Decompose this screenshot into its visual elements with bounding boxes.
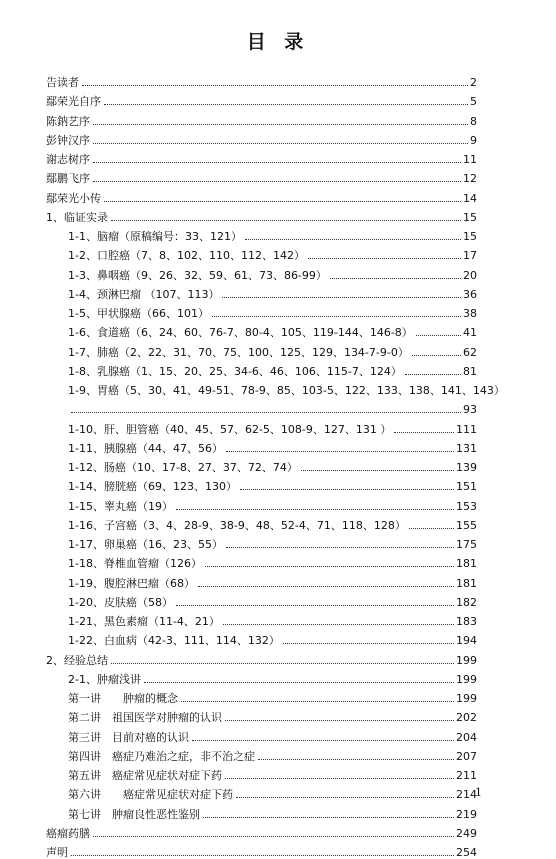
toc-entry[interactable] xyxy=(68,532,477,551)
toc-entry[interactable] xyxy=(68,340,477,359)
toc-entry-title: 1-22、白血病（42-3、111、114、132） xyxy=(68,634,280,648)
dot-leader xyxy=(236,797,454,798)
toc-entry[interactable] xyxy=(46,89,477,108)
toc-entry[interactable] xyxy=(68,263,477,282)
toc-entry[interactable] xyxy=(68,782,477,801)
toc-entry-page: 254 xyxy=(456,846,477,859)
toc-entry-page: 11 xyxy=(463,153,477,166)
toc-entry-page: 38 xyxy=(463,307,477,320)
toc-entry[interactable] xyxy=(68,243,477,262)
toc-entry-page: 41 xyxy=(463,326,477,340)
toc-entry[interactable] xyxy=(68,744,477,763)
toc-entry[interactable] xyxy=(68,282,477,301)
toc-entry[interactable] xyxy=(68,802,477,821)
dot-leader xyxy=(198,586,454,587)
toc-entry[interactable] xyxy=(68,725,477,744)
toc-entry[interactable] xyxy=(46,109,477,128)
dot-leader xyxy=(93,836,454,837)
dot-leader xyxy=(93,181,461,182)
toc-entry[interactable] xyxy=(68,590,477,609)
toc-entry-title: 1-8、乳腺癌（1、15、20、25、34-6、46、106、115-7、124） xyxy=(68,364,402,378)
toc-entry[interactable] xyxy=(68,417,477,436)
toc-entry-title: 1-17、卵巢癌（16、23、55） xyxy=(68,538,223,551)
dot-leader xyxy=(283,643,454,644)
dot-leader xyxy=(144,682,454,683)
toc-entry-title: 1-10、肝、胆管癌（40、45、57、62-5、108-9、127、131 ） xyxy=(68,422,392,436)
toc-entry-title: 1-16、子宫癌（3、4、28-9、38-9、48、52-4、71、118、128） xyxy=(68,518,406,532)
toc-entry-title: 1-15、睾丸癌（19） xyxy=(68,499,173,513)
dot-leader xyxy=(93,162,461,163)
toc-entry-title: 1-3、鼻咽癌（9、26、32、59、61、73、86-99） xyxy=(68,268,327,282)
dot-leader xyxy=(240,489,454,490)
toc-entry-page: 182 xyxy=(456,595,477,609)
dot-leader xyxy=(330,278,461,279)
dot-leader xyxy=(416,335,461,336)
toc-entry[interactable] xyxy=(68,609,477,628)
dot-leader xyxy=(93,124,468,125)
toc-entry[interactable] xyxy=(46,840,477,859)
page-title: 目 录 xyxy=(246,31,310,53)
toc-entry-page: 131 xyxy=(456,441,477,455)
toc-entry-title: 癌瘤药膳 xyxy=(46,826,90,840)
toc-entry[interactable] xyxy=(46,147,477,166)
dot-leader xyxy=(225,720,454,721)
toc-entry-title: 1-9、胃癌（5、30、41、49-51、78-9、85、103-5、122、133、138、141、143） xyxy=(68,384,505,397)
toc-entry-title: 第六讲 癌症常见症状对症下药 xyxy=(68,788,233,802)
toc-entry-title: 声明 xyxy=(46,846,68,859)
toc-entry-title: 1-14、膀胱癌（69、123、130） xyxy=(68,480,237,494)
toc-entry-page: 15 xyxy=(463,230,477,243)
dot-leader xyxy=(82,85,468,86)
toc-entry-title: 鄢鹏飞序 xyxy=(46,172,90,186)
toc-entry[interactable] xyxy=(68,628,477,647)
toc-entry[interactable] xyxy=(46,205,477,224)
toc-entry-page: 155 xyxy=(456,518,477,532)
toc-entry-page: 36 xyxy=(463,287,477,301)
toc-entry[interactable] xyxy=(68,436,477,455)
dot-leader xyxy=(176,605,454,606)
dot-leader xyxy=(222,297,461,298)
toc-entry-page: 219 xyxy=(456,807,477,821)
toc-entry[interactable] xyxy=(68,667,477,686)
toc-entry-page: 181 xyxy=(456,557,477,571)
toc-entry-title: 谢志树序 xyxy=(46,153,90,166)
dot-leader xyxy=(181,701,454,702)
toc-entry-page: 181 xyxy=(456,576,477,590)
toc-entry-page: 204 xyxy=(456,730,477,744)
toc-entry-page: 199 xyxy=(456,692,477,705)
dot-leader xyxy=(412,355,461,356)
toc-entry-title: 1-11、胰腺癌（44、47、56） xyxy=(68,441,223,455)
dot-leader xyxy=(226,547,454,548)
toc-entry-title: 2-1、肿瘤浅讲 xyxy=(68,672,141,686)
toc-entry-page: 5 xyxy=(470,95,477,109)
toc-entry-title: 陈鈉艺序 xyxy=(46,114,90,128)
toc-entry-title: 1-20、皮肤癌（58） xyxy=(68,595,173,609)
toc-entry-page: 211 xyxy=(456,769,477,782)
dot-leader xyxy=(71,412,461,413)
toc-entry-page: 81 xyxy=(463,364,477,378)
toc-entry-title: 1-4、颈淋巴瘤 （107、113） xyxy=(68,287,220,301)
toc-entry-page: 139 xyxy=(456,461,477,474)
toc-entry-title: 1-18、脊椎血管瘤（126） xyxy=(68,557,202,571)
dot-leader xyxy=(394,432,454,433)
toc-entry-page: 17 xyxy=(463,249,477,263)
toc-entry[interactable] xyxy=(68,359,477,378)
toc-entry-title: 第七讲 肿瘤良性恶性鉴别 xyxy=(68,807,200,821)
dot-leader xyxy=(176,509,454,510)
toc-entry-page: 249 xyxy=(456,826,477,840)
toc-entry[interactable] xyxy=(68,705,477,724)
toc-entry-page: 183 xyxy=(456,615,477,628)
toc-entry-page: 93 xyxy=(463,403,477,417)
toc-entry-title: 第一讲 肿瘤的概念 xyxy=(68,692,178,705)
toc-entry[interactable] xyxy=(68,397,477,416)
toc-entry-page: 8 xyxy=(470,114,477,128)
toc-entry-page: 15 xyxy=(463,210,477,224)
toc-entry-page: 207 xyxy=(456,749,477,763)
toc-entry-page: 214 xyxy=(456,788,477,802)
toc-entry-title: 鄢荣光小传 xyxy=(46,191,101,205)
toc-entry-page: 12 xyxy=(463,172,477,186)
toc-entry-title: 1-5、甲状腺癌（66、101） xyxy=(68,307,209,320)
toc-entry-title: 第三讲 目前对癌的认识 xyxy=(68,730,189,744)
toc-entry-page: 111 xyxy=(456,422,477,436)
page-number: 1 xyxy=(475,786,482,799)
dot-leader xyxy=(225,778,454,779)
dot-leader xyxy=(405,374,461,375)
dot-leader xyxy=(301,470,454,471)
toc-entry-title: 第二讲 祖国医学对肿瘤的认识 xyxy=(68,711,222,725)
toc-entry-page: 20 xyxy=(463,268,477,282)
toc-entry[interactable] xyxy=(68,571,477,590)
toc-entry-page: 9 xyxy=(470,133,477,147)
dot-leader xyxy=(203,817,454,818)
toc-entry-title: 2、经验总结 xyxy=(46,653,108,667)
toc-entry[interactable] xyxy=(46,70,477,89)
toc-entry[interactable] xyxy=(46,166,477,185)
toc-entry-title: 1、临证实录 xyxy=(46,210,108,224)
toc-entry-page: 194 xyxy=(456,634,477,648)
dot-leader xyxy=(71,855,454,856)
dot-leader xyxy=(308,258,461,259)
toc-entry-page: 2 xyxy=(470,76,477,89)
dot-leader xyxy=(111,220,461,221)
dot-leader xyxy=(104,201,461,202)
toc-entry-page: 202 xyxy=(456,711,477,725)
toc-entry[interactable] xyxy=(68,513,477,532)
toc-entry[interactable] xyxy=(46,128,477,147)
toc-entry[interactable] xyxy=(68,320,477,339)
toc-entry[interactable] xyxy=(68,301,477,320)
toc-entry[interactable] xyxy=(46,821,477,840)
toc-entry[interactable] xyxy=(68,474,477,493)
dot-leader xyxy=(192,740,454,741)
dot-leader xyxy=(111,663,454,664)
toc-entry-title: 告读者 xyxy=(46,76,79,89)
dot-leader xyxy=(245,239,461,240)
toc-entry[interactable] xyxy=(68,763,477,782)
toc-entry-title: 第四讲 癌症乃难治之症，非不治之症 xyxy=(68,749,255,763)
toc-entry-title: 1-2、口腔癌（7、8、102、110、112、142） xyxy=(68,249,305,263)
toc-entry-title: 1-1、脑瘤（原稿编号：33、121） xyxy=(68,230,242,243)
toc-entry-title: 1-12、肠癌（10、17-8、27、37、72、74） xyxy=(68,461,298,474)
toc-entry-page: 153 xyxy=(456,499,477,513)
toc-entry[interactable] xyxy=(68,455,477,474)
dot-leader xyxy=(409,528,454,529)
toc-entry-page: 175 xyxy=(456,538,477,551)
toc-entry[interactable] xyxy=(68,551,477,570)
toc-entry-title: 鄢荣光自序 xyxy=(46,95,101,109)
toc-entry-title: 1-21、黑色素瘤（11-4、21） xyxy=(68,615,220,628)
toc-entry-page: 151 xyxy=(456,480,477,494)
toc-entry-title: 彭钟汉序 xyxy=(46,133,90,147)
dot-leader xyxy=(212,316,461,317)
toc-entry-title: 1-7、肺癌（2、22、31、70、75、100、125、129、134-7-9-0） xyxy=(68,345,409,359)
dot-leader xyxy=(205,566,454,567)
toc-entry[interactable] xyxy=(46,648,477,667)
toc-entry-title: 第五讲 癌症常见症状对症下药 xyxy=(68,769,222,782)
toc-entry[interactable] xyxy=(68,494,477,513)
toc-entry-page: 199 xyxy=(456,672,477,686)
dot-leader xyxy=(226,451,454,452)
toc-entry[interactable] xyxy=(68,224,477,243)
toc-entry-title: 1-6、食道癌（6、24、60、76-7、80-4、105、119-144、146-8） xyxy=(68,326,413,340)
toc-entry-page: 62 xyxy=(463,345,477,359)
dot-leader xyxy=(223,624,454,625)
toc-entry[interactable] xyxy=(68,686,477,705)
dot-leader xyxy=(258,759,454,760)
dot-leader xyxy=(93,143,468,144)
toc-entry-page: 199 xyxy=(456,653,477,667)
toc-entry[interactable] xyxy=(46,186,477,205)
toc-entry-title: 1-19、腹腔淋巴瘤（68） xyxy=(68,576,195,590)
toc-entry-page: 14 xyxy=(463,191,477,205)
dot-leader xyxy=(104,104,468,105)
toc-entry[interactable] xyxy=(68,378,505,397)
